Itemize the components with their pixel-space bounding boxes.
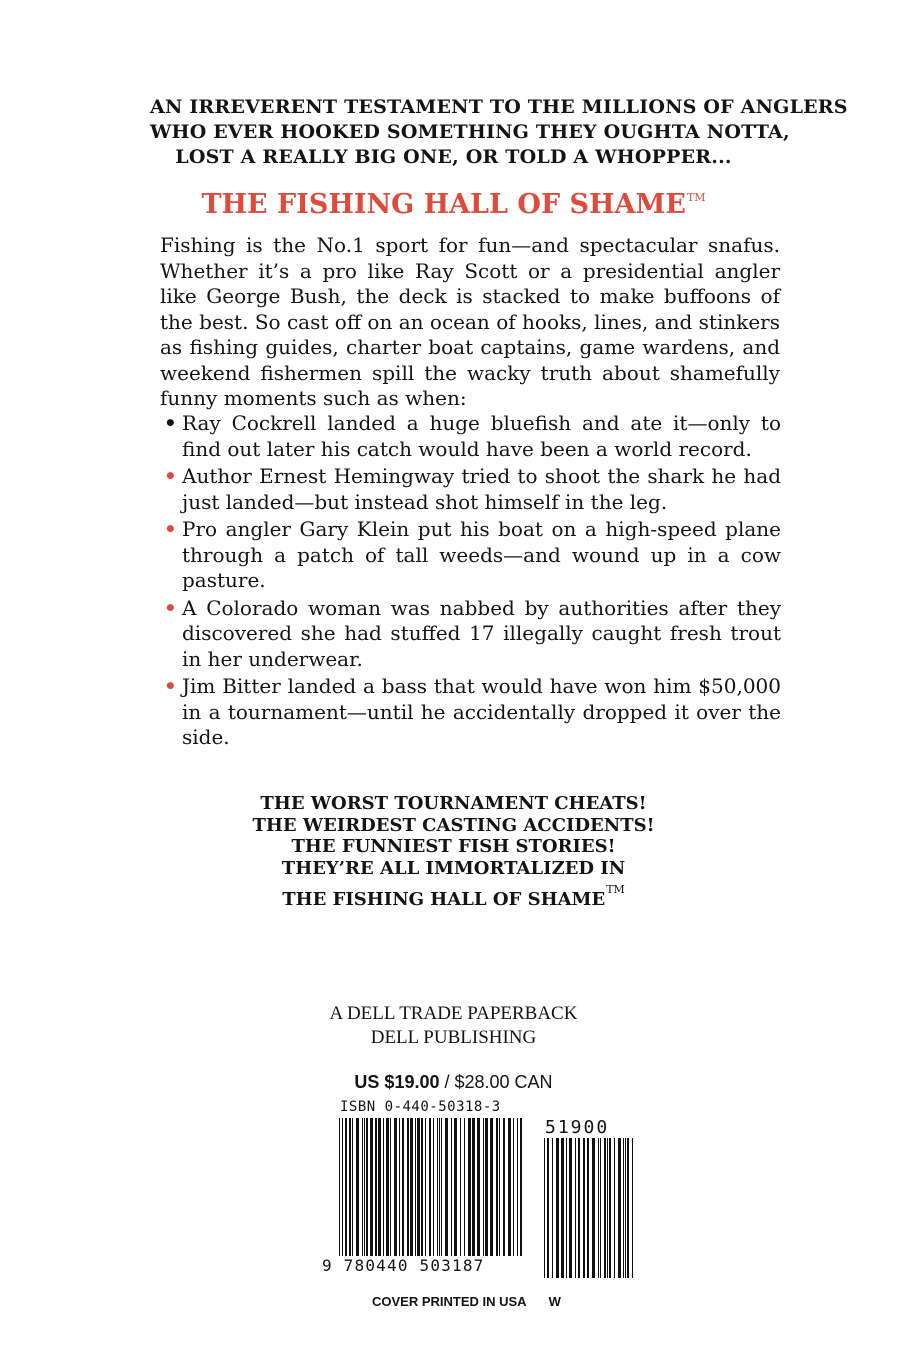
bullet-icon: • [164, 517, 177, 541]
printer-code: W [548, 1294, 561, 1309]
barcode-bar [349, 1118, 351, 1256]
print-location: COVER PRINTED IN USA [372, 1294, 527, 1309]
trademark-mark: TM [606, 883, 625, 896]
imprint-line: A DELL TRADE PAPERBACK [329, 1003, 578, 1024]
barcode-bar [477, 1118, 480, 1256]
barcode-bar [378, 1118, 381, 1256]
barcode-bar [556, 1138, 559, 1278]
anecdote-item [164, 674, 781, 751]
price-line [200, 1070, 707, 1094]
barcode-bar [618, 1138, 621, 1278]
barcode-bar [410, 1118, 413, 1256]
ean-barcode [337, 1118, 524, 1256]
barcode-bar [485, 1118, 488, 1256]
barcode-bar [575, 1138, 576, 1278]
barcode-bar [499, 1118, 500, 1256]
barcode-bar [460, 1118, 461, 1256]
publisher-info [200, 1002, 707, 1050]
barcode-bar [583, 1138, 585, 1278]
anecdote-item [164, 517, 781, 594]
barcode-bar [356, 1118, 359, 1256]
barcode-bar [415, 1118, 416, 1256]
barcode-bar [390, 1118, 391, 1256]
barcode-bar [362, 1118, 363, 1256]
barcode-bar [587, 1138, 589, 1278]
anecdote-item [164, 596, 781, 673]
anecdote-text: Pro angler Gary Klein put his boat on a high-speed plane through a patch of tall weeds—and wound up in a cow pasture. [182, 517, 781, 592]
anecdote-text: Ray Cockrell landed a huge bluefish and ate it—only to find out later his catch would have been a world record. [182, 411, 781, 461]
barcode-bar [445, 1118, 448, 1256]
barcode-bar [632, 1138, 633, 1278]
publisher-name: DELL PUBLISHING [370, 1027, 537, 1048]
barcode-bar [468, 1118, 471, 1256]
barcode-bar [600, 1138, 601, 1278]
barcode-bar [437, 1118, 438, 1256]
barcode-bar [407, 1118, 409, 1256]
bullet-icon: • [164, 595, 177, 620]
barcode-bar [394, 1118, 397, 1256]
anecdote-item [164, 411, 781, 462]
barcode-bar [607, 1138, 608, 1278]
closing-line: THE WORST TOURNAMENT CHEATS! [260, 793, 647, 814]
us-price: US $19.00 [354, 1072, 440, 1092]
price-addon-barcode [542, 1138, 636, 1278]
barcode-bar [425, 1118, 426, 1256]
barcode-bar [464, 1118, 465, 1256]
closing-title: THE FISHING HALL OF SHAME [282, 889, 606, 910]
barcode-bar [490, 1118, 493, 1256]
trademark-mark: TM [686, 191, 706, 204]
barcode-bar [508, 1118, 511, 1256]
barcode-bar [345, 1118, 347, 1256]
barcode-bar [592, 1138, 595, 1278]
barcode-bar [547, 1138, 549, 1278]
barcode-bar [472, 1118, 475, 1256]
barcode-bar [433, 1118, 434, 1256]
tagline-line: AN IRREVERENT TESTAMENT TO THE MILLIONS OF ANGLERS [150, 96, 848, 118]
book-title-text: THE FISHING HALL OF SHAME [201, 189, 686, 220]
barcode-bar [569, 1138, 572, 1278]
barcode-bar [366, 1118, 368, 1256]
barcode-bar [451, 1118, 452, 1256]
barcode-bar [454, 1118, 457, 1256]
barcode-bar [604, 1138, 606, 1278]
barcode-bar [399, 1118, 400, 1256]
anecdote-list [164, 411, 781, 753]
bullet-icon: • [164, 674, 177, 698]
barcode-bar [375, 1118, 377, 1256]
barcode-bar [342, 1118, 343, 1256]
barcode-bar [614, 1138, 615, 1278]
closing-blurb [200, 793, 707, 911]
price-separator: / [439, 1072, 455, 1092]
anecdote-text: A Colorado woman was nabbed by authorities after they discovered she had stuffed 17 illegally caught fresh trout in her underwear. [182, 595, 781, 671]
isbn-label: ISBN 0-440-50318-3 [340, 1099, 501, 1115]
tagline-line: LOST A REALLY BIG ONE, OR TOLD A WHOPPER... [175, 146, 732, 168]
barcode-bar [421, 1118, 423, 1256]
barcode-bar [496, 1118, 498, 1256]
barcode-bar [552, 1138, 553, 1278]
barcode-bar [566, 1138, 567, 1278]
closing-line: THE FUNNIEST FISH STORIES! [291, 836, 616, 857]
ean-digits: 9 780440 503187 [322, 1256, 485, 1275]
barcode-bar [517, 1118, 518, 1256]
barcode-bar [627, 1138, 629, 1278]
barcode-bar [386, 1118, 389, 1256]
anecdote-text: Author Ernest Hemingway tried to shoot the shark he had just landed—but instead shot himself in the leg. [182, 464, 781, 514]
intro-paragraph: Fishing is the No.1 sport for fun—and spectacular snafus. Whether it’s a pro like Ray Scott or a presidential angler like George Bush, the deck is stacked to make buffoons of the best. So cast off on an ocean of hooks, lines, and stinkers as fishing guides, charter boat captains, game wardens, and weekend fishermen spill the wacky truth about shamefully funny moments such as when: [160, 233, 780, 410]
barcode-bar [364, 1118, 365, 1256]
can-price: $28.00 CAN [454, 1072, 553, 1092]
barcode-bar [352, 1118, 353, 1256]
barcode-bar [402, 1118, 404, 1256]
barcode-bar [623, 1138, 624, 1278]
addon-digits: 51900 [545, 1117, 610, 1138]
bullet-icon: • [164, 411, 177, 435]
tagline-line: WHO EVER HOOKED SOMETHING THEY OUGHTA NOTTA, [150, 121, 790, 143]
anecdote-item [164, 464, 781, 515]
barcode-bar [439, 1118, 440, 1256]
barcode-bar [513, 1118, 514, 1256]
book-title [150, 178, 757, 225]
tagline [150, 95, 848, 170]
anecdote-text: Jim Bitter landed a bass that would have won him $50,000 in a tournament—until he accidentally dropped it over the side. [182, 674, 781, 749]
barcode-bar [441, 1118, 442, 1256]
bullet-icon: • [164, 464, 177, 488]
barcode-bar [520, 1118, 522, 1256]
barcode-bar [370, 1118, 373, 1256]
barcode-bar [417, 1118, 420, 1256]
barcode-bar [598, 1138, 599, 1278]
barcode-bar [503, 1118, 505, 1256]
barcode-bar [561, 1138, 564, 1278]
barcode-bar [578, 1138, 580, 1278]
print-notice [372, 1294, 561, 1310]
closing-line [200, 879, 707, 911]
closing-line: THEY’RE ALL IMMORTALIZED IN [281, 857, 626, 879]
barcode-bar [625, 1138, 626, 1278]
barcode-bar [483, 1118, 484, 1256]
barcode-bar [544, 1138, 545, 1278]
barcode-bar [429, 1118, 431, 1256]
closing-line: THE WEIRDEST CASTING ACCIDENTS! [252, 814, 655, 836]
barcode-bar [339, 1118, 340, 1256]
barcode-bar [609, 1138, 611, 1278]
barcode-bar [383, 1118, 384, 1256]
